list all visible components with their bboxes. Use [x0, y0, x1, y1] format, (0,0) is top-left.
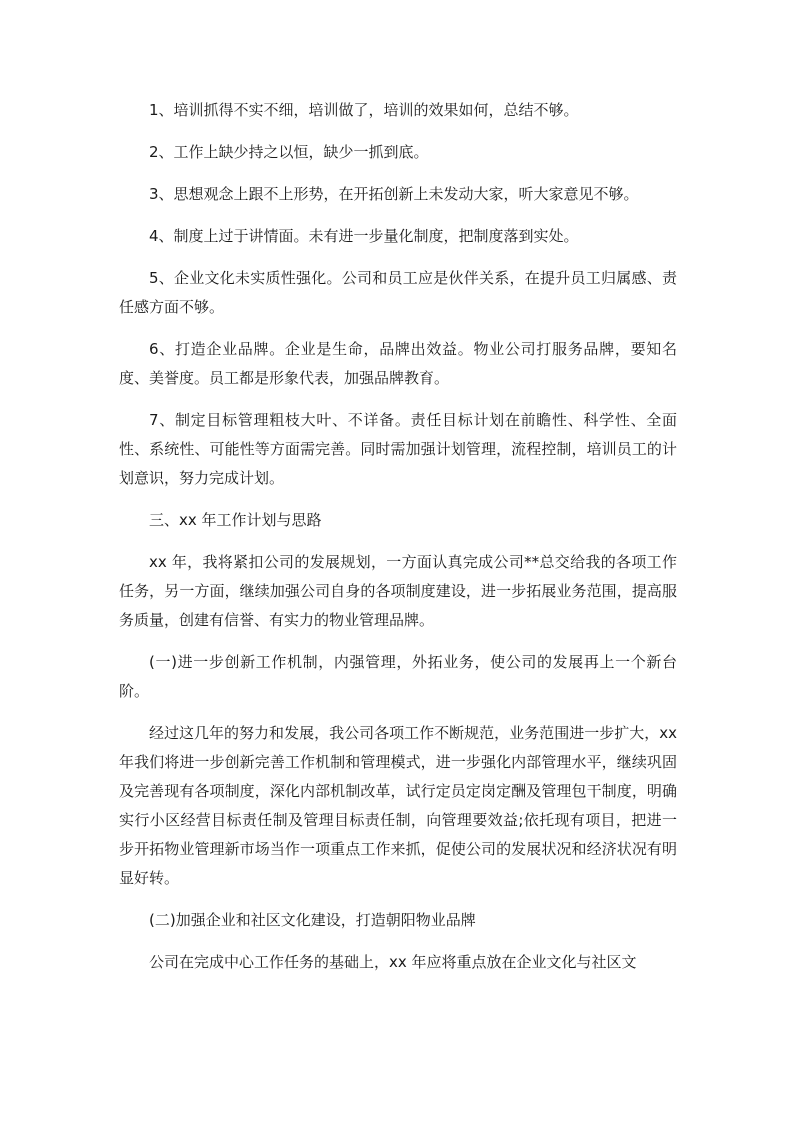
paragraph-item-5: 5、企业文化未实质性强化。公司和员工应是伙伴关系，在提升员工归属感、责任感方面不够。 — [119, 269, 677, 316]
paragraph-gap — [119, 893, 677, 906]
paragraph-item-6: 6、打造企业品牌。企业是生命，品牌出效益。物业公司打服务品牌，要知名度、美誉度。员工都是形象代表，加强品牌教育。 — [119, 340, 677, 387]
paragraph-gap — [119, 251, 677, 264]
subheading-1: (一)进一步创新工作机制，内强管理，外拓业务，使公司的发展再上一个新台阶。 — [119, 653, 677, 700]
paragraph-item-7: 7、制定目标管理粗枝大叶、不详备。责任目标计划在前瞻性、科学性、全面性、系统性、可能性等方面需完善。同时需加强计划管理，流程控制，培训员工的计划意识，努力完成计划。 — [119, 411, 677, 487]
paragraph-gap — [119, 635, 677, 648]
paragraph-gap — [119, 125, 677, 138]
paragraph-mechanism: 经过这几年的努力和发展，我公司各项工作不断规范，业务范围进一步扩大，xx 年我们将进一步创新完善工作机制和管理模式，进一步强化内部管理水平，继续巩固及完善现有各项制度，深化内部机制改革，试行定员定岗定酬及管理包干制度，明确实行小区经营目标责任制及管理目标责任制，向管理要效益;依托现有项目，把进一步开拓物业管理新市场当作一项重点工作来抓，促使公司的发展状况和经济状况有明显好转。 — [119, 724, 677, 887]
paragraph-gap — [119, 706, 677, 719]
paragraph-culture: 公司在完成中心工作任务的基础上，xx 年应将重点放在企业文化与社区文 — [149, 953, 637, 971]
paragraph-gap — [119, 393, 677, 406]
paragraph-gap — [119, 322, 677, 335]
subheading-2: (二)加强企业和社区文化建设，打造朝阳物业品牌 — [149, 911, 476, 929]
paragraph-plan-intro: xx 年，我将紧扣公司的发展规划，一方面认真完成公司**总交给我的各项工作任务，另一方面，继续加强公司自身的各项制度建设，进一步拓展业务范围，提高服务质量，创建有信誉、有实力的物业管理品牌。 — [119, 553, 677, 629]
paragraph-item-4: 4、制度上过于讲情面。未有进一步量化制度，把制度落到实处。 — [149, 227, 579, 245]
paragraph-gap — [119, 167, 677, 180]
paragraph-gap — [119, 935, 677, 948]
paragraph-gap — [119, 209, 677, 222]
paragraph-gap — [119, 493, 677, 506]
paragraph-item-3: 3、思想观念上跟不上形势，在开拓创新上未发动大家，听大家意见不够。 — [149, 185, 639, 203]
document-body — [119, 96, 677, 977]
section-heading: 三、xx 年工作计划与思路 — [149, 511, 322, 529]
paragraph-item-2: 2、工作上缺少持之以恒，缺少一抓到底。 — [149, 143, 429, 161]
paragraph-gap — [119, 535, 677, 548]
paragraph-item-1: 1、培训抓得不实不细，培训做了，培训的效果如何，总结不够。 — [149, 101, 579, 119]
